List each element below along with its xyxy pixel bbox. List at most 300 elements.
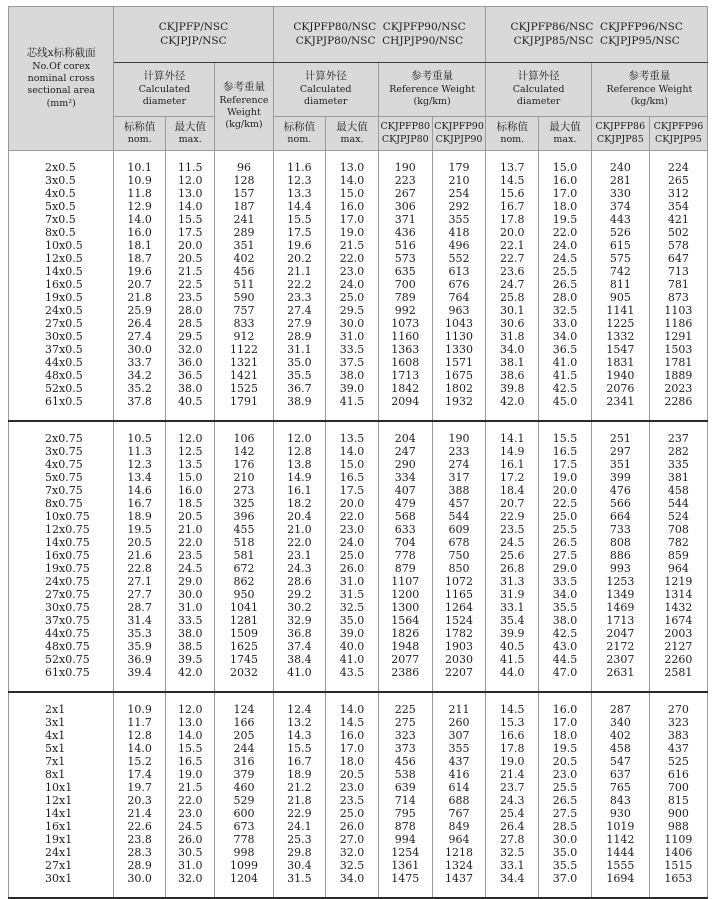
value-cell: 325 bbox=[215, 497, 273, 510]
value-cell: 615 bbox=[591, 239, 649, 252]
value-cell: 526 bbox=[591, 226, 649, 239]
value-cell: 1324 bbox=[432, 859, 486, 872]
nom-en: nom. bbox=[127, 134, 152, 146]
value-cell: 437 bbox=[649, 742, 707, 755]
value-cell: 29.5 bbox=[165, 330, 214, 343]
value-cell: 22.0 bbox=[539, 226, 592, 239]
value-cell: 35.0 bbox=[273, 356, 326, 369]
value-cell: 1330 bbox=[432, 343, 486, 356]
value-cell: 1141 bbox=[591, 304, 649, 317]
value-cell: 14.4 bbox=[273, 200, 326, 213]
value-cell: 2032 bbox=[215, 666, 273, 679]
value-cell: 18.5 bbox=[165, 497, 214, 510]
value-cell: 21.0 bbox=[273, 523, 326, 536]
size-cell: 4x1 bbox=[9, 729, 114, 742]
size-cell: 30x0.5 bbox=[9, 330, 114, 343]
value-cell: 2386 bbox=[378, 666, 432, 679]
value-cell: 635 bbox=[378, 265, 432, 278]
value-cell: 31.4 bbox=[114, 614, 166, 627]
max-en: max. bbox=[340, 134, 364, 146]
value-cell: 21.8 bbox=[114, 291, 166, 304]
value-cell: 32.5 bbox=[326, 859, 379, 872]
value-cell: 1555 bbox=[591, 859, 649, 872]
value-cell: 12.3 bbox=[114, 458, 166, 471]
spacer-cell bbox=[165, 408, 214, 421]
size-cell: 7x0.5 bbox=[9, 213, 114, 226]
weight-col-line-2: CKJPJP80 bbox=[381, 133, 429, 145]
spacer-cell bbox=[273, 885, 326, 898]
value-cell: 12.5 bbox=[165, 445, 214, 458]
size-cell: 16x0.75 bbox=[9, 549, 114, 562]
spacer-cell bbox=[215, 421, 273, 432]
value-cell: 13.0 bbox=[165, 716, 214, 729]
size-cell: 3x0.5 bbox=[9, 174, 114, 187]
spacer-cell bbox=[378, 679, 432, 692]
value-cell: 21.5 bbox=[165, 265, 214, 278]
value-cell: 552 bbox=[432, 252, 486, 265]
spacer-cell bbox=[326, 885, 379, 898]
value-cell: 355 bbox=[432, 213, 486, 226]
value-cell: 1200 bbox=[378, 588, 432, 601]
series-header-2 bbox=[273, 7, 486, 63]
table-row bbox=[9, 742, 708, 755]
value-cell: 17.5 bbox=[273, 226, 326, 239]
value-cell: 23.6 bbox=[486, 265, 539, 278]
value-cell: 240 bbox=[591, 161, 649, 174]
value-cell: 18.2 bbox=[273, 497, 326, 510]
table-row bbox=[9, 640, 708, 653]
value-cell: 16.0 bbox=[114, 226, 166, 239]
value-cell: 36.7 bbox=[273, 382, 326, 395]
value-cell: 274 bbox=[432, 458, 486, 471]
value-cell: 32.5 bbox=[539, 304, 592, 317]
weight-col-line-1: CKJPFP96 bbox=[653, 121, 704, 133]
table-row bbox=[9, 200, 708, 213]
value-cell: 1515 bbox=[649, 859, 707, 872]
value-cell: 42.0 bbox=[486, 395, 539, 408]
value-cell: 1791 bbox=[215, 395, 273, 408]
value-cell: 529 bbox=[215, 794, 273, 807]
value-cell: 18.0 bbox=[539, 200, 592, 213]
value-cell: 22.7 bbox=[486, 252, 539, 265]
table-row bbox=[9, 523, 708, 536]
size-cell: 37x0.75 bbox=[9, 614, 114, 627]
size-cell: 12x0.75 bbox=[9, 523, 114, 536]
value-cell: 15.0 bbox=[326, 458, 379, 471]
value-cell: 2047 bbox=[591, 627, 649, 640]
value-cell: 18.4 bbox=[486, 484, 539, 497]
value-cell: 778 bbox=[378, 549, 432, 562]
group-top-spacer bbox=[9, 151, 708, 162]
table-row bbox=[9, 278, 708, 291]
value-cell: 1509 bbox=[215, 627, 273, 640]
value-cell: 37.5 bbox=[326, 356, 379, 369]
calc-en-2: diameter bbox=[304, 96, 348, 108]
value-cell: 19.5 bbox=[114, 523, 166, 536]
value-cell: 23.5 bbox=[326, 794, 379, 807]
value-cell: 402 bbox=[591, 729, 649, 742]
spacer-cell bbox=[378, 692, 432, 703]
ref-en-3: (kg/km) bbox=[225, 119, 263, 131]
value-cell: 19.0 bbox=[165, 768, 214, 781]
table-row bbox=[9, 497, 708, 510]
value-cell: 28.5 bbox=[165, 317, 214, 330]
value-cell: 16.5 bbox=[165, 755, 214, 768]
size-cell: 24x0.5 bbox=[9, 304, 114, 317]
value-cell: 35.4 bbox=[486, 614, 539, 627]
value-cell: 379 bbox=[215, 768, 273, 781]
value-cell: 36.9 bbox=[114, 653, 166, 666]
spacer-cell bbox=[165, 679, 214, 692]
value-cell: 32.0 bbox=[165, 872, 214, 885]
value-cell: 13.2 bbox=[273, 716, 326, 729]
series-header-3 bbox=[486, 7, 708, 63]
series-1-line-2: CKJPJP/NSC bbox=[160, 34, 227, 47]
value-cell: 18.9 bbox=[114, 510, 166, 523]
spacer-cell bbox=[326, 151, 379, 162]
value-cell: 19.5 bbox=[539, 213, 592, 226]
calc-zh: 计算外径 bbox=[304, 70, 347, 83]
size-cell: 24x0.75 bbox=[9, 575, 114, 588]
max-zh: 最大值 bbox=[336, 120, 368, 133]
weight-col-header bbox=[432, 117, 486, 151]
value-cell: 950 bbox=[215, 588, 273, 601]
value-cell: 37.4 bbox=[273, 640, 326, 653]
value-cell: 17.0 bbox=[326, 213, 379, 226]
value-cell: 282 bbox=[649, 445, 707, 458]
value-cell: 33.5 bbox=[539, 575, 592, 588]
size-header-en-2: nominal cross bbox=[27, 72, 95, 84]
value-cell: 24.0 bbox=[326, 278, 379, 291]
value-cell: 23.1 bbox=[273, 549, 326, 562]
ref-weight-header-2 bbox=[378, 63, 486, 117]
spacer-cell bbox=[215, 692, 273, 703]
value-cell: 25.9 bbox=[114, 304, 166, 317]
table-row bbox=[9, 703, 708, 716]
value-cell: 340 bbox=[591, 716, 649, 729]
size-header-en-1: No.Of corex bbox=[32, 60, 91, 72]
value-cell: 17.2 bbox=[486, 471, 539, 484]
value-cell: 13.8 bbox=[273, 458, 326, 471]
spacer-cell bbox=[591, 885, 649, 898]
size-cell: 4x0.75 bbox=[9, 458, 114, 471]
size-cell: 52x0.5 bbox=[9, 382, 114, 395]
value-cell: 19.6 bbox=[114, 265, 166, 278]
value-cell: 12.0 bbox=[165, 174, 214, 187]
value-cell: 13.0 bbox=[326, 161, 379, 174]
value-cell: 39.5 bbox=[165, 653, 214, 666]
value-cell: 20.4 bbox=[273, 510, 326, 523]
value-cell: 14.5 bbox=[486, 703, 539, 716]
calc-en-1: Calculated bbox=[299, 83, 352, 95]
value-cell: 994 bbox=[378, 833, 432, 846]
value-cell: 244 bbox=[215, 742, 273, 755]
value-cell: 2077 bbox=[378, 653, 432, 666]
value-cell: 26.0 bbox=[165, 833, 214, 846]
value-cell: 32.9 bbox=[273, 614, 326, 627]
value-cell: 1361 bbox=[378, 859, 432, 872]
value-cell: 30.0 bbox=[326, 317, 379, 330]
series-header-1 bbox=[114, 7, 273, 63]
value-cell: 24.5 bbox=[486, 536, 539, 549]
value-cell: 10.9 bbox=[114, 174, 166, 187]
value-cell: 1674 bbox=[649, 614, 707, 627]
calc-en-1: Calculated bbox=[138, 83, 191, 95]
value-cell: 1831 bbox=[591, 356, 649, 369]
max-header bbox=[326, 117, 379, 151]
value-cell: 458 bbox=[649, 484, 707, 497]
value-cell: 34.4 bbox=[486, 872, 539, 885]
value-cell: 42.5 bbox=[539, 382, 592, 395]
spacer-cell bbox=[378, 885, 432, 898]
value-cell: 373 bbox=[378, 742, 432, 755]
value-cell: 547 bbox=[591, 755, 649, 768]
value-cell: 38.0 bbox=[165, 627, 214, 640]
value-cell: 35.5 bbox=[273, 369, 326, 382]
value-cell: 1122 bbox=[215, 343, 273, 356]
value-cell: 27.0 bbox=[326, 833, 379, 846]
value-cell: 354 bbox=[649, 200, 707, 213]
table-row bbox=[9, 161, 708, 174]
value-cell: 233 bbox=[432, 445, 486, 458]
spacer-cell bbox=[9, 885, 114, 898]
value-cell: 30.4 bbox=[273, 859, 326, 872]
spacer-cell bbox=[432, 151, 486, 162]
value-cell: 10.9 bbox=[114, 703, 166, 716]
table-row bbox=[9, 432, 708, 445]
value-cell: 20.7 bbox=[486, 497, 539, 510]
value-cell: 781 bbox=[649, 278, 707, 291]
value-cell: 36.5 bbox=[539, 343, 592, 356]
value-cell: 437 bbox=[432, 755, 486, 768]
ref-en-2: (kg/km) bbox=[630, 96, 668, 108]
value-cell: 35.2 bbox=[114, 382, 166, 395]
value-cell: 30.1 bbox=[486, 304, 539, 317]
value-cell: 12.9 bbox=[114, 200, 166, 213]
calc-diameter-header-2 bbox=[273, 63, 378, 117]
value-cell: 460 bbox=[215, 781, 273, 794]
value-cell: 833 bbox=[215, 317, 273, 330]
table-row bbox=[9, 755, 708, 768]
value-cell: 34.0 bbox=[539, 330, 592, 343]
value-cell: 15.6 bbox=[486, 187, 539, 200]
value-cell: 609 bbox=[432, 523, 486, 536]
value-cell: 265 bbox=[649, 174, 707, 187]
nom-zh: 标称值 bbox=[496, 120, 529, 133]
value-cell: 13.0 bbox=[165, 187, 214, 200]
value-cell: 14.0 bbox=[326, 703, 379, 716]
value-cell: 1253 bbox=[591, 575, 649, 588]
value-cell: 878 bbox=[378, 820, 432, 833]
value-cell: 538 bbox=[378, 768, 432, 781]
value-cell: 39.4 bbox=[114, 666, 166, 679]
value-cell: 17.8 bbox=[486, 213, 539, 226]
value-cell: 750 bbox=[432, 549, 486, 562]
spacer-cell bbox=[486, 408, 539, 421]
value-cell: 35.0 bbox=[539, 846, 592, 859]
value-cell: 24.1 bbox=[273, 820, 326, 833]
ref-zh: 参考重量 bbox=[222, 81, 265, 94]
spacer-cell bbox=[591, 679, 649, 692]
value-cell: 2341 bbox=[591, 395, 649, 408]
value-cell: 14.0 bbox=[326, 445, 379, 458]
value-cell: 31.1 bbox=[273, 343, 326, 356]
value-cell: 456 bbox=[378, 755, 432, 768]
value-cell: 23.0 bbox=[326, 781, 379, 794]
nom-header bbox=[114, 117, 166, 151]
spacer-cell bbox=[273, 679, 326, 692]
value-cell: 1291 bbox=[649, 330, 707, 343]
value-cell: 14.0 bbox=[165, 200, 214, 213]
value-cell: 1321 bbox=[215, 356, 273, 369]
value-cell: 21.4 bbox=[486, 768, 539, 781]
value-cell: 23.5 bbox=[486, 523, 539, 536]
value-cell: 742 bbox=[591, 265, 649, 278]
value-cell: 15.5 bbox=[273, 742, 326, 755]
value-cell: 1099 bbox=[215, 859, 273, 872]
value-cell: 27.4 bbox=[114, 330, 166, 343]
spacer-cell bbox=[9, 408, 114, 421]
value-cell: 1225 bbox=[591, 317, 649, 330]
value-cell: 27.9 bbox=[273, 317, 326, 330]
nom-zh: 标称值 bbox=[123, 120, 156, 133]
value-cell: 399 bbox=[591, 471, 649, 484]
size-cell: 8x0.5 bbox=[9, 226, 114, 239]
value-cell: 811 bbox=[591, 278, 649, 291]
spacer-cell bbox=[539, 692, 592, 703]
value-cell: 19.0 bbox=[326, 226, 379, 239]
value-cell: 1160 bbox=[378, 330, 432, 343]
value-cell: 190 bbox=[432, 432, 486, 445]
max-header bbox=[539, 117, 592, 151]
size-cell: 3x1 bbox=[9, 716, 114, 729]
value-cell: 157 bbox=[215, 187, 273, 200]
value-cell: 26.0 bbox=[326, 562, 379, 575]
size-cell: 12x1 bbox=[9, 794, 114, 807]
spacer-cell bbox=[273, 692, 326, 703]
value-cell: 21.1 bbox=[273, 265, 326, 278]
group-top-spacer bbox=[9, 421, 708, 432]
value-cell: 1694 bbox=[591, 872, 649, 885]
value-cell: 34.0 bbox=[326, 872, 379, 885]
value-cell: 573 bbox=[378, 252, 432, 265]
value-cell: 281 bbox=[591, 174, 649, 187]
value-cell: 672 bbox=[215, 562, 273, 575]
ref-en-2: Weight bbox=[227, 107, 261, 119]
value-cell: 36.0 bbox=[165, 356, 214, 369]
value-cell: 28.9 bbox=[273, 330, 326, 343]
value-cell: 16.0 bbox=[326, 729, 379, 742]
series-3-line-2: CKJPJP85/NSC CKJPJP95/NSC bbox=[513, 34, 680, 47]
value-cell: 355 bbox=[432, 742, 486, 755]
value-cell: 223 bbox=[378, 174, 432, 187]
table-row bbox=[9, 291, 708, 304]
spacer-cell bbox=[9, 151, 114, 162]
value-cell: 17.0 bbox=[539, 187, 592, 200]
value-cell: 16.1 bbox=[486, 458, 539, 471]
value-cell: 12.8 bbox=[114, 729, 166, 742]
value-cell: 843 bbox=[591, 794, 649, 807]
table-row bbox=[9, 252, 708, 265]
size-cell: 5x0.5 bbox=[9, 200, 114, 213]
size-cell: 3x0.75 bbox=[9, 445, 114, 458]
table-row bbox=[9, 575, 708, 588]
value-cell: 757 bbox=[215, 304, 273, 317]
value-cell: 15.5 bbox=[539, 432, 592, 445]
spacer-cell bbox=[326, 692, 379, 703]
value-cell: 290 bbox=[378, 458, 432, 471]
table-row bbox=[9, 471, 708, 484]
value-cell: 21.4 bbox=[114, 807, 166, 820]
value-cell: 20.0 bbox=[539, 484, 592, 497]
weight-col-line-2: CKJPJP85 bbox=[596, 133, 644, 145]
value-cell: 407 bbox=[378, 484, 432, 497]
value-cell: 275 bbox=[378, 716, 432, 729]
value-cell: 879 bbox=[378, 562, 432, 575]
value-cell: 204 bbox=[378, 432, 432, 445]
value-cell: 1564 bbox=[378, 614, 432, 627]
value-cell: 22.9 bbox=[273, 807, 326, 820]
value-cell: 678 bbox=[432, 536, 486, 549]
value-cell: 335 bbox=[649, 458, 707, 471]
size-cell: 44x0.5 bbox=[9, 356, 114, 369]
value-cell: 600 bbox=[215, 807, 273, 820]
value-cell: 1940 bbox=[591, 369, 649, 382]
value-cell: 21.2 bbox=[273, 781, 326, 794]
value-cell: 1625 bbox=[215, 640, 273, 653]
ref-zh: 参考重量 bbox=[411, 70, 454, 83]
size-cell: 5x0.75 bbox=[9, 471, 114, 484]
value-cell: 613 bbox=[432, 265, 486, 278]
size-cell: 30x0.75 bbox=[9, 601, 114, 614]
value-cell: 270 bbox=[649, 703, 707, 716]
value-cell: 33.7 bbox=[114, 356, 166, 369]
value-cell: 30.0 bbox=[114, 343, 166, 356]
value-cell: 18.0 bbox=[539, 729, 592, 742]
value-cell: 210 bbox=[432, 174, 486, 187]
value-cell: 633 bbox=[378, 523, 432, 536]
spacer-cell bbox=[486, 885, 539, 898]
value-cell: 581 bbox=[215, 549, 273, 562]
value-cell: 1130 bbox=[432, 330, 486, 343]
value-cell: 14.6 bbox=[114, 484, 166, 497]
nom-header bbox=[486, 117, 539, 151]
table-row bbox=[9, 781, 708, 794]
size-cell: 16x0.5 bbox=[9, 278, 114, 291]
value-cell: 28.0 bbox=[165, 304, 214, 317]
value-cell: 260 bbox=[432, 716, 486, 729]
value-cell: 25.8 bbox=[486, 291, 539, 304]
table-row bbox=[9, 304, 708, 317]
value-cell: 1826 bbox=[378, 627, 432, 640]
value-cell: 21.5 bbox=[165, 781, 214, 794]
value-cell: 33.5 bbox=[165, 614, 214, 627]
value-cell: 23.8 bbox=[114, 833, 166, 846]
value-cell: 2286 bbox=[649, 395, 707, 408]
value-cell: 289 bbox=[215, 226, 273, 239]
value-cell: 20.0 bbox=[486, 226, 539, 239]
value-cell: 27.4 bbox=[273, 304, 326, 317]
value-cell: 38.0 bbox=[539, 614, 592, 627]
value-cell: 12.4 bbox=[273, 703, 326, 716]
value-cell: 873 bbox=[649, 291, 707, 304]
value-cell: 27.7 bbox=[114, 588, 166, 601]
value-cell: 330 bbox=[591, 187, 649, 200]
value-cell: 19.0 bbox=[539, 471, 592, 484]
value-cell: 27.5 bbox=[539, 549, 592, 562]
value-cell: 17.5 bbox=[539, 458, 592, 471]
spacer-cell bbox=[114, 151, 166, 162]
